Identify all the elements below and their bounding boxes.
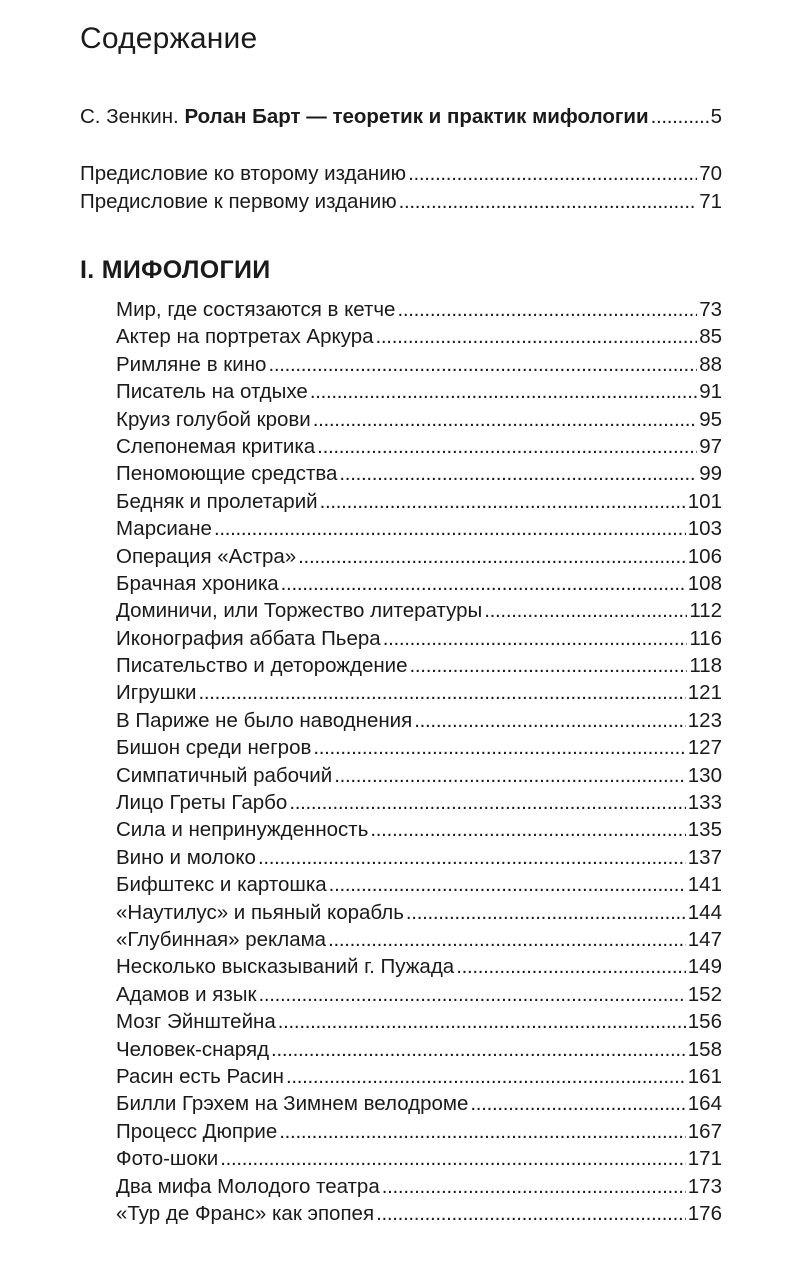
toc-entry-page: 95	[699, 407, 722, 431]
dot-leader	[334, 762, 686, 789]
toc-entry-page: 135	[687, 818, 722, 842]
dot-leader	[298, 543, 686, 570]
toc-entry-title: Римляне в кино	[116, 352, 267, 376]
dot-leader	[329, 871, 686, 898]
dot-leader	[408, 160, 697, 187]
toc-entry-page: 88	[699, 352, 722, 376]
toc-entry	[116, 1090, 722, 1117]
dot-leader	[406, 899, 686, 926]
dot-leader	[279, 1118, 686, 1145]
dot-leader	[313, 406, 697, 433]
toc-entry	[116, 1036, 722, 1063]
dot-leader	[199, 679, 686, 706]
toc-entry	[116, 844, 722, 871]
toc-entry-page: 91	[699, 380, 722, 404]
toc-entry-title: Адамов и язык	[116, 982, 257, 1006]
dot-leader	[376, 1200, 686, 1227]
toc-entry-page: 149	[687, 955, 722, 979]
intro-essay-title: Ролан Барт — теоретик и практик мифологии	[184, 105, 649, 128]
dot-leader	[286, 1063, 686, 1090]
toc-entry-page: 70	[699, 162, 722, 185]
toc-entry-title: Вино и молоко	[116, 845, 256, 869]
toc-entry-title: Расин есть Расин	[116, 1064, 284, 1088]
toc-entry-page: 106	[687, 544, 722, 568]
toc-entry	[116, 1063, 722, 1090]
toc-entry-page: 73	[699, 298, 722, 321]
toc-entry-page: 133	[687, 791, 722, 815]
toc-entry-page: 123	[687, 708, 722, 732]
toc-entry	[116, 597, 722, 624]
toc-entry-page: 97	[699, 434, 722, 458]
toc-entry-page: 127	[687, 736, 722, 760]
toc-entry-title: «Тур де Франс» как эпопея	[116, 1201, 375, 1225]
toc-entry-page: 176	[687, 1201, 722, 1225]
toc-entry-title: Круиз голубой крови	[116, 407, 311, 431]
toc-entry-title: Два мифа Молодого театра	[116, 1174, 380, 1198]
toc-entry-page: 121	[687, 681, 722, 705]
toc-entry	[116, 926, 722, 953]
toc-entry-title	[80, 103, 649, 130]
toc-entry	[116, 899, 722, 926]
toc-entry-page: 158	[687, 1037, 722, 1061]
toc-entry-title: Бедняк и пролетарий	[116, 489, 318, 513]
toc-entry-title: Сила и непринужденность	[116, 818, 369, 842]
toc-entry-page: 173	[687, 1174, 722, 1198]
toc-entry	[116, 296, 722, 323]
toc-entry-page: 137	[687, 845, 722, 869]
toc-entry	[116, 707, 722, 734]
toc-entry-title: Актер на портретах Аркура	[116, 325, 374, 349]
toc-entry	[116, 378, 722, 405]
toc-entry-preface	[80, 188, 722, 215]
toc-entry	[116, 323, 722, 350]
toc-entry-page: 171	[687, 1147, 722, 1171]
dot-leader	[278, 1008, 686, 1035]
dot-leader	[339, 460, 697, 487]
dot-leader	[651, 103, 709, 130]
toc-entry-title: Операция «Астра»	[116, 544, 297, 568]
dot-leader	[320, 488, 686, 515]
dot-leader	[281, 570, 686, 597]
toc-entry-page: 161	[687, 1064, 722, 1088]
toc-entry-title: Симпатичный рабочий	[116, 763, 333, 787]
dot-leader	[268, 351, 697, 378]
dot-leader	[214, 515, 686, 542]
toc-entry-page: 99	[699, 462, 722, 486]
toc-entry-title: Марсиане	[116, 517, 212, 541]
dot-leader	[414, 707, 686, 734]
toc-entry	[116, 816, 722, 843]
toc-entry	[116, 570, 722, 597]
dot-leader	[382, 1173, 686, 1200]
dot-leader	[317, 433, 697, 460]
toc-entry-title: Писательство и деторождение	[116, 654, 408, 678]
toc-entry	[116, 1008, 722, 1035]
toc-entry-list	[116, 296, 722, 1227]
section-title: I. МИФОЛОГИИ	[80, 256, 271, 284]
toc-entry-title: Доминичи, или Торжество литературы	[116, 599, 483, 623]
toc-entry-title: Слепонемая критика	[116, 434, 316, 458]
dot-leader	[470, 1090, 685, 1117]
dot-leader	[484, 597, 687, 624]
dot-leader	[289, 789, 685, 816]
toc-entry-title: «Глубинная» реклама	[116, 927, 327, 951]
dot-leader	[410, 652, 688, 679]
toc-entry-page: 112	[689, 599, 722, 623]
toc-entry	[116, 762, 722, 789]
toc-entry-title: Бифштекс и картошка	[116, 873, 327, 897]
dot-leader	[258, 981, 685, 1008]
dot-leader	[258, 844, 686, 871]
toc-entry	[116, 789, 722, 816]
dot-leader	[397, 296, 697, 323]
toc-entry-page: 144	[687, 900, 722, 924]
dot-leader	[383, 625, 688, 652]
toc-entry-page: 130	[687, 763, 722, 787]
toc-entry	[116, 1173, 722, 1200]
toc-entry	[116, 515, 722, 542]
toc-entry	[116, 433, 722, 460]
toc-entry-page: 101	[687, 489, 722, 513]
toc-entry	[116, 953, 722, 980]
toc-entry-page: 103	[687, 517, 722, 541]
toc-entry	[116, 981, 722, 1008]
toc-entry-title: Предисловие к первому изданию	[80, 190, 397, 213]
toc-entry-page: 118	[689, 654, 722, 678]
toc-entry-page: 85	[699, 325, 722, 349]
toc-entry-title: Билли Грэхем на Зимнем велодроме	[116, 1092, 469, 1116]
toc-entry-title: Лицо Греты Гарбо	[116, 791, 288, 815]
toc-entry-title: Брачная хроника	[116, 571, 279, 595]
toc-entry	[116, 1118, 722, 1145]
toc-entry-page: 164	[687, 1092, 722, 1116]
dot-leader	[310, 378, 697, 405]
dot-leader	[376, 323, 698, 350]
toc-entry-page: 108	[687, 571, 722, 595]
toc-entry-title: «Наутилус» и пьяный корабль	[116, 900, 404, 924]
toc-entry-title: Игрушки	[116, 681, 197, 705]
toc-entry-page: 152	[687, 982, 722, 1006]
toc-entry-title: Предисловие ко второму изданию	[80, 162, 407, 185]
toc-entry	[116, 679, 722, 706]
toc-entry-title: Мир, где состязаются в кетче	[116, 298, 396, 321]
toc-entry-title: Несколько высказываний г. Пужада	[116, 955, 455, 979]
toc-entry	[116, 734, 722, 761]
dot-leader	[456, 953, 686, 980]
dot-leader	[328, 926, 686, 953]
toc-entry-page: 5	[710, 105, 722, 128]
toc-entry	[116, 1145, 722, 1172]
toc-entry	[116, 1200, 722, 1227]
toc-entry-page: 147	[687, 927, 722, 951]
toc-entry-title: Мозг Эйнштейна	[116, 1010, 276, 1034]
toc-entry	[116, 871, 722, 898]
toc-entry	[116, 543, 722, 570]
dot-leader	[271, 1036, 686, 1063]
toc-entry-title: Писатель на отдыхе	[116, 380, 308, 404]
toc-entry-preface	[80, 160, 722, 187]
toc-entry	[116, 625, 722, 652]
toc-entry-page: 141	[687, 873, 722, 897]
toc-entry-title: Пеномоющие средства	[116, 462, 338, 486]
toc-entry	[116, 460, 722, 487]
toc-entry	[116, 406, 722, 433]
toc-entry	[116, 652, 722, 679]
toc-entry-title: В Париже не было наводнения	[116, 708, 413, 732]
toc-entry-page: 116	[689, 626, 722, 650]
toc-entry-page: 71	[699, 190, 722, 213]
toc-entry-title: Фото-шоки	[116, 1147, 219, 1171]
intro-author: С. Зенкин.	[80, 105, 179, 128]
toc-entry-page: 156	[687, 1010, 722, 1034]
page-title: Содержание	[80, 22, 258, 55]
toc-entry-title: Процесс Дюприе	[116, 1119, 278, 1143]
toc-entry-intro	[80, 103, 722, 130]
toc-entry-title: Иконография аббата Пьера	[116, 626, 381, 650]
toc-entry	[116, 351, 722, 378]
dot-leader	[370, 816, 685, 843]
toc-entry	[116, 488, 722, 515]
toc-entry-title: Человек-снаряд	[116, 1037, 270, 1061]
toc-entry-title: Бишон среди негров	[116, 736, 312, 760]
dot-leader	[313, 734, 685, 761]
dot-leader	[399, 188, 698, 215]
toc-entry-page: 167	[687, 1119, 722, 1143]
dot-leader	[220, 1145, 686, 1172]
